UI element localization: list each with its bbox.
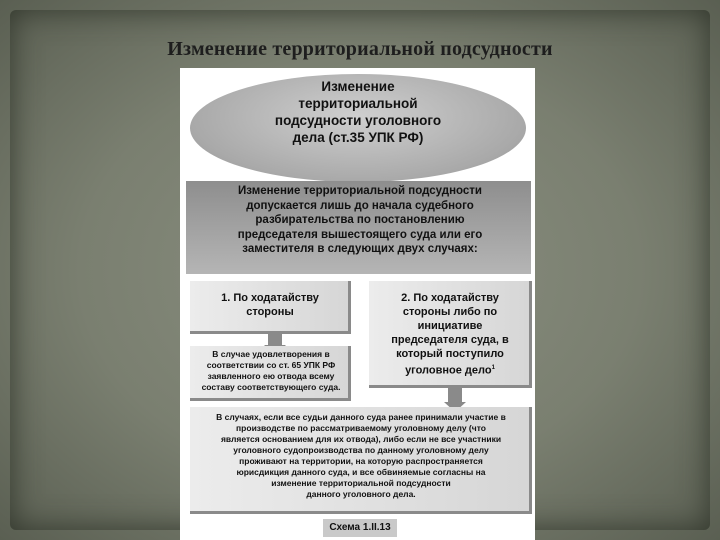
scheme-caption: Схема 1.II.13 [329, 522, 391, 533]
case-2-detail-text [192, 412, 530, 500]
case-2-line [369, 361, 531, 378]
case-1-line: 1. По ходатайству [221, 292, 319, 304]
case-2-detail-line: проживают на территории, на которую распространяется [239, 456, 483, 466]
case-2-line: который поступило [396, 348, 504, 360]
case-2-text [369, 291, 531, 378]
case-1-line: стороны [246, 306, 294, 318]
case-2-detail-line: юрисдикция данного суда, и все обвиняемые согласны на [236, 467, 486, 477]
case-1-detail-line: заявленного ею отвода всему [207, 371, 335, 381]
ellipse-line: территориальной [298, 96, 418, 111]
case-1-detail-text [192, 349, 350, 393]
ellipse-line: Изменение [321, 79, 395, 94]
case-2-line: председателя суда, в [391, 334, 509, 346]
case-2-detail-line: данного уголовного дела. [306, 489, 416, 499]
case-2-line: инициативе [417, 320, 483, 332]
case-2-detail-line: В случаях, если все судьи данного суда ранее принимали участие в [216, 412, 506, 422]
case-2-line: 2. По ходатайству [401, 292, 499, 304]
case-2-detail-line: является основанием для их отвода), либо если не все участники [220, 434, 502, 444]
case-1-detail-line: составу соответствующего суда. [201, 382, 341, 392]
case-1-detail-line: соответствии со ст. 65 УПК РФ [206, 360, 336, 370]
case-2-detail-line: производстве по рассматриваемому уголовному делу (что [236, 423, 486, 433]
case-1-text [190, 291, 350, 319]
main-line: разбирательства по постановлению [255, 214, 465, 226]
main-line: Изменение территориальной подсудности [238, 185, 482, 197]
ellipse-line: подсудности уголовного [274, 113, 442, 128]
case-2-detail-line: уголовного судопроизводства по данному уголовному делу [233, 445, 489, 455]
case-1-detail-line: В случае удовлетворения в [212, 349, 330, 359]
topic-ellipse-text [240, 78, 476, 146]
main-line: председателя вышестоящего суда или его [237, 228, 483, 241]
slide-title: Изменение территориальной подсудности [167, 38, 553, 60]
main-line: заместителя в следующих двух случаях: [242, 243, 478, 255]
ellipse-line: дела (ст.35 УПК РФ) [292, 130, 424, 145]
scheme-diagram [180, 68, 535, 540]
case-2-line: стороны либо по [402, 306, 498, 318]
main-line: допускается лишь до начала судебного [246, 199, 474, 212]
main-rule-text [210, 184, 510, 257]
case-2-detail-line: изменение территориальной подсудности [271, 478, 451, 488]
footnote-marker: 1 [491, 365, 495, 371]
arrow-case-2-stem [448, 385, 462, 403]
case-2-last-line: уголовное дело [405, 364, 492, 377]
